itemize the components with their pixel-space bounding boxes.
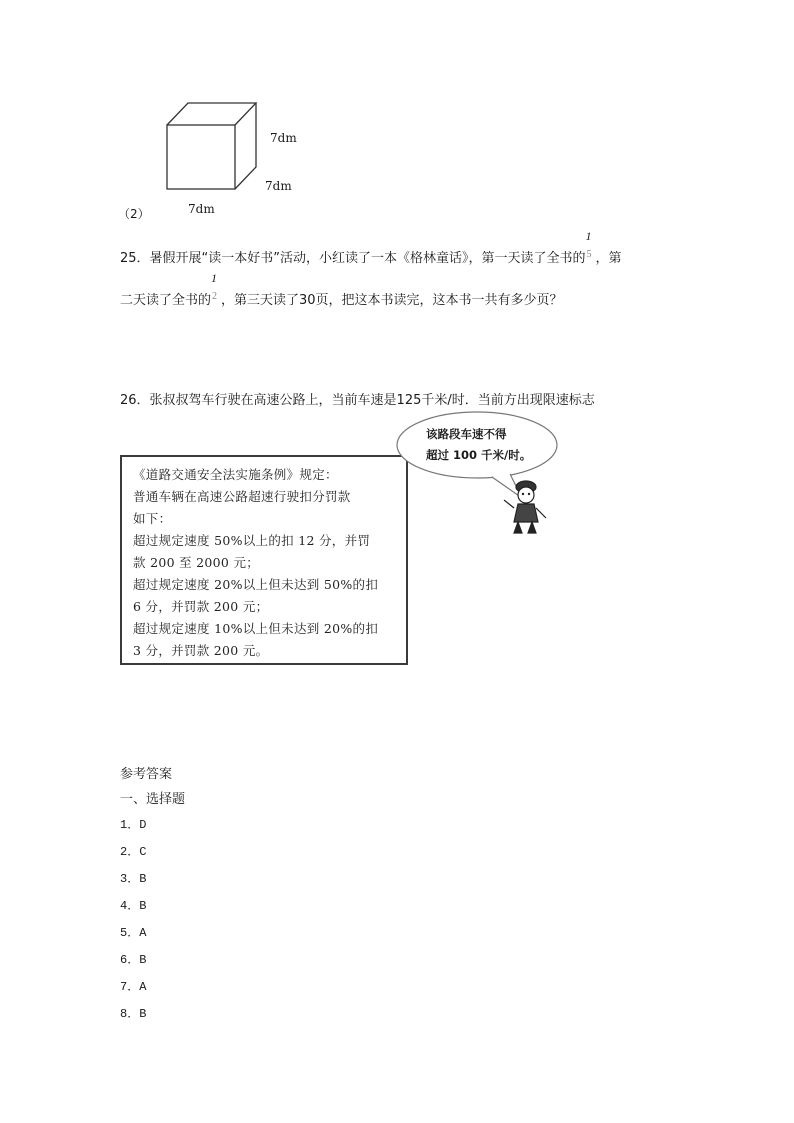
rule-line: 3 分，并罚款 200 元。 [133,643,269,658]
fraction-denominator: 2 [212,291,218,302]
fraction-numerator: 1 [585,229,592,243]
q25-text-a: 25．暑假开展“读一本好书”活动，小红读了一本《格林童话》，第一天读了全书的 [120,251,586,266]
answer-item: 8．B [120,1007,147,1021]
rule-line: 超过规定速度 20%以上但未达到 50%的扣 [133,577,379,592]
fraction-denominator: 5 [586,249,592,260]
answers-heading: 参考答案 [120,767,173,782]
answer-item: 1．D [120,818,147,832]
answers-section-title: 一、选择题 [120,792,186,807]
figure-caption: （2） [118,207,150,221]
q26-text: 26．张叔叔驾车行驶在高速公路上，当前车速是125千米/时．当前方出现限速标志 [120,393,595,408]
cube-depth-label: 7dm [265,179,292,193]
answer-item: 4．B [120,899,147,913]
cube-height-label: 7dm [270,131,297,145]
fraction-one-half [211,271,221,304]
answer-item: 6．B [120,953,147,967]
fraction-numerator: 1 [211,271,218,285]
q25-line2 [120,271,563,308]
answer-item: 7．A [120,980,147,994]
rule-line: 普通车辆在高速公路超速行驶扣分罚款 [133,489,351,504]
q25-text-b: ，第 [595,251,622,266]
rule-line: 《道路交通安全法实施条例》规定： [133,467,338,482]
bubble-line2: 超过 100 千米/时。 [426,448,532,462]
cube-width-label: 7dm [188,202,215,216]
q25-text-c: 二天读了全书的 [120,293,212,308]
cube-figure [160,95,260,195]
bubble-line1: 该路段车速不得 [426,427,507,441]
rule-line: 6 分，并罚款 200 元； [133,599,269,614]
q25-line1 [120,229,622,266]
answer-item: 3．B [120,872,147,886]
fraction-one-fifth [585,229,596,262]
rule-line: 超过规定速度 50%以上的扣 12 分，并罚 [133,533,371,548]
rule-line: 超过规定速度 10%以上但未达到 20%的扣 [133,621,379,636]
rule-line: 款 200 至 2000 元； [133,555,260,570]
answer-item: 2．C [120,845,147,859]
traffic-rules-box [120,455,408,665]
answer-item: 5．A [120,926,147,940]
rule-line: 如下： [133,511,172,526]
traffic-police-cartoon [500,478,550,536]
q25-text-d: ，第三天读了30页，把这本书读完，这本书一共有多少页？ [221,293,563,308]
